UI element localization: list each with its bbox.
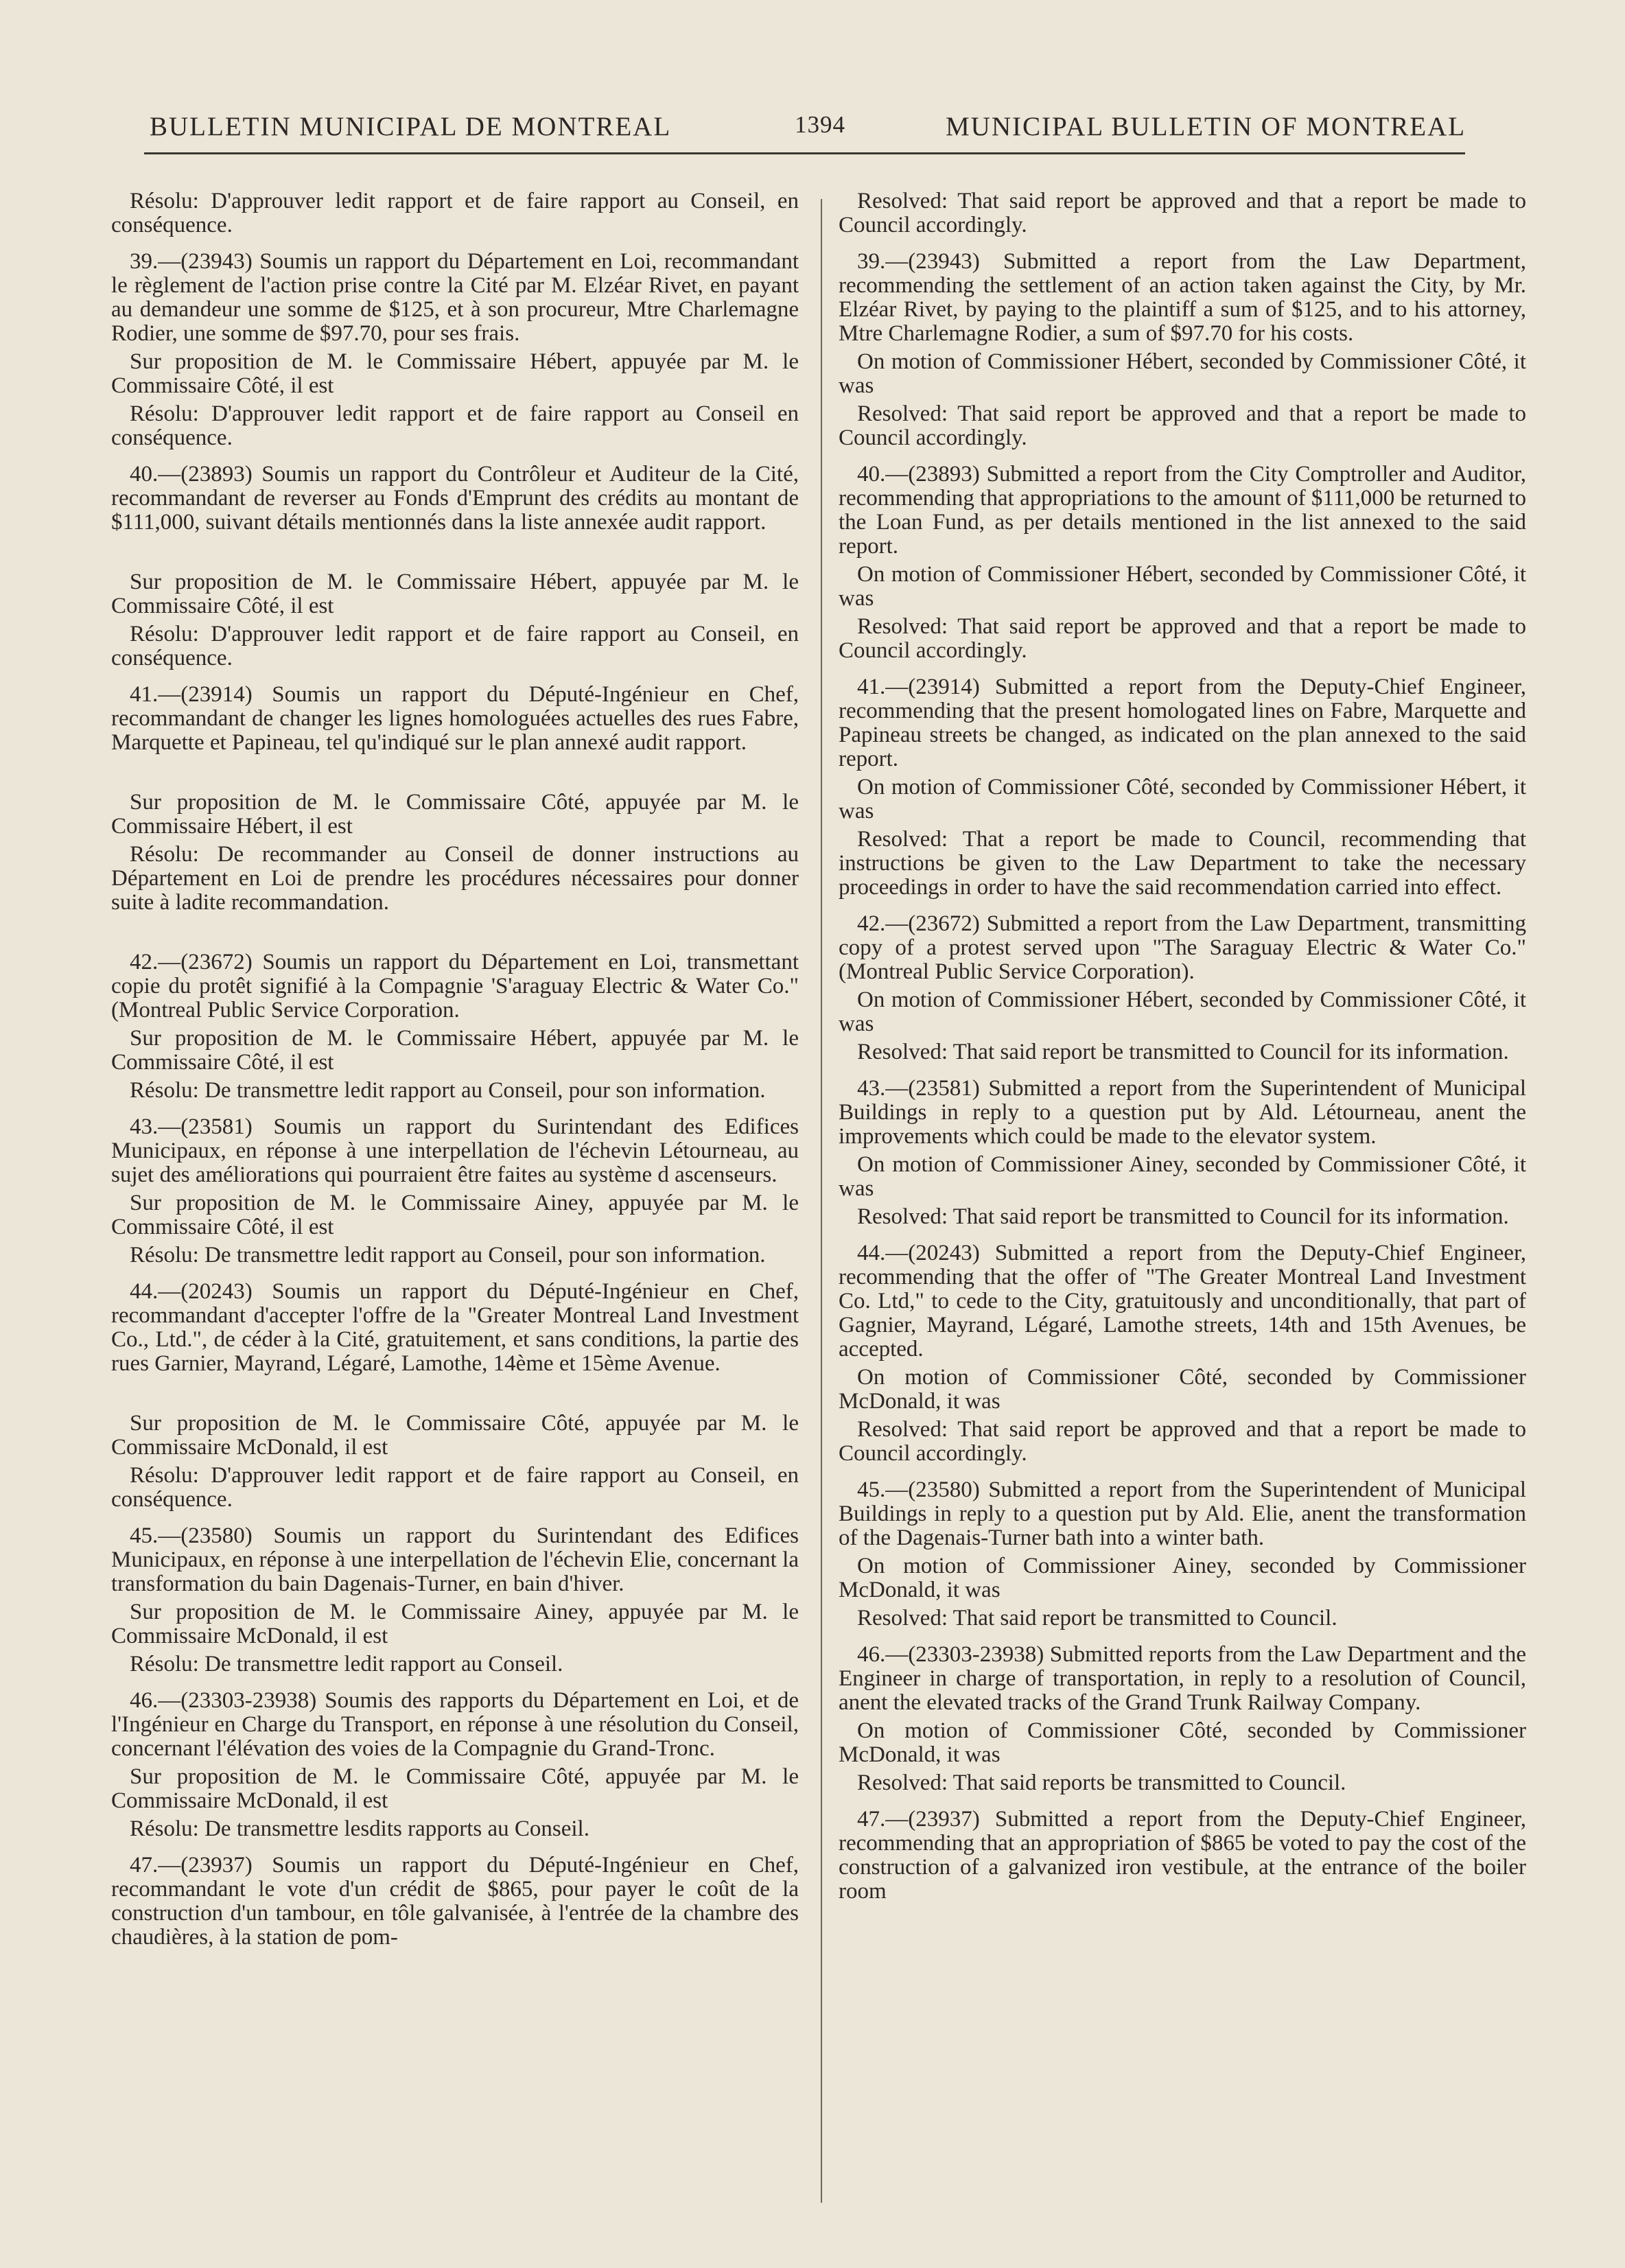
english-paragraph: 42.—(23672) Submitted a report from the Law Department, transmitting copy of a protest served upon "The Saraguay Electric & Water Co." (Montreal Public Service Corporation). xyxy=(839,911,1526,984)
french-paragraph: Sur proposition de M. le Commissaire Hébert, appuyée par M. le Commissaire Côté, il est xyxy=(111,349,799,398)
english-paragraph: On motion of Commissioner Côté, seconded by Commissioner Hébert, it was xyxy=(839,775,1526,823)
english-paragraph: On motion of Commissioner Hébert, seconded by Commissioner Côté, it was xyxy=(839,562,1526,611)
french-paragraph: 45.—(23580) Soumis un rapport du Surintendant des Edifices Municipaux, en réponse à une interpellation de l'échevin Elie, concernant la transformation du bain Dagenais-Turner, en bain d'hiver. xyxy=(111,1523,799,1596)
french-column xyxy=(111,189,799,1954)
english-paragraph: Resolved: That said report be transmitted to Council for its information. xyxy=(857,1040,1509,1064)
english-paragraph: Resolved: That said report be transmitted to Council. xyxy=(857,1606,1337,1630)
french-paragraph: Résolu: D'approuver ledit rapport et de faire rapport au Conseil, en conséquence. xyxy=(111,189,799,237)
header-rule xyxy=(144,152,1465,154)
page-number: 1394 xyxy=(795,111,845,138)
english-paragraph: 47.—(23937) Submitted a report from the Deputy-Chief Engineer, recommending that an appropriation of $865 be voted to pay the cost of the construction of a galvanized iron vestibule, at the entrance of the boiler room xyxy=(839,1807,1526,1904)
english-column xyxy=(839,189,1526,1908)
english-paragraph: 43.—(23581) Submitted a report from the Superintendent of Municipal Buildings in reply to a question put by Ald. Létourneau, anent the improvements which could be made to the elevator system. xyxy=(839,1076,1526,1149)
english-paragraph: On motion of Commissioner Ainey, seconded by Commissioner McDonald, it was xyxy=(839,1554,1526,1602)
english-paragraph: On motion of Commissioner Hébert, seconded by Commissioner Côté, it was xyxy=(839,987,1526,1036)
french-paragraph: Sur proposition de M. le Commissaire Hébert, appuyée par M. le Commissaire Côté, il est xyxy=(111,570,799,618)
column-divider xyxy=(821,199,822,2203)
french-paragraph: Résolu: De recommander au Conseil de donner instructions au Département en Loi de prendre les procédures nécessaires pour donner suite à ladite recommandation. xyxy=(111,842,799,915)
french-paragraph: 46.—(23303-23938) Soumis des rapports du Département en Loi, et de l'Ingénieur en Charge du Transport, en réponse à une résolution du Conseil, concernant l'élévation des voies de la Compagnie du Grand-Tronc. xyxy=(111,1688,799,1761)
french-paragraph: 41.—(23914) Soumis un rapport du Député-Ingénieur en Chef, recommandant de changer les lignes homologuées actuelles des rues Fabre, Marquette et Papineau, tel qu'indiqué sur le plan annexé audit rapport. xyxy=(111,682,799,755)
english-paragraph: Resolved: That said report be approved and that a report be made to Council accordingly. xyxy=(839,401,1526,450)
french-paragraph: Résolu: De transmettre lesdits rapports au Conseil. xyxy=(130,1816,589,1841)
english-paragraph: Resolved: That said report be transmitted to Council for its information. xyxy=(857,1204,1509,1229)
french-paragraph: 40.—(23893) Soumis un rapport du Contrôleur et Auditeur de la Cité, recommandant de reverser au Fonds d'Emprunt des crédits au montant de $111,000, suivant détails mentionnés dans la liste annexée audit rapport. xyxy=(111,462,799,535)
french-paragraph: 42.—(23672) Soumis un rapport du Département en Loi, transmettant copie du protêt signifié à la Compagnie 'S'araguay Electric & Water Co." (Montreal Public Service Corporation. xyxy=(111,950,799,1022)
english-paragraph: 40.—(23893) Submitted a report from the City Comptroller and Auditor, recommending that appropriations to the amount of $111,000 be returned to the Loan Fund, as per details mentioned in the list annexed to the said report. xyxy=(839,462,1526,559)
french-paragraph: Sur proposition de M. le Commissaire Ainey, appuyée par M. le Commissaire Côté, il est xyxy=(111,1191,799,1239)
english-paragraph: 41.—(23914) Submitted a report from the Deputy-Chief Engineer, recommending that the present homologated lines on Fabre, Marquette and Papineau streets be changed, as indicated on the plan annexed to the said report. xyxy=(839,675,1526,771)
french-paragraph: Sur proposition de M. le Commissaire Hébert, appuyée par M. le Commissaire Côté, il est xyxy=(111,1026,799,1075)
french-paragraph: 47.—(23937) Soumis un rapport du Député-Ingénieur en Chef, recommandant le vote d'un crédit de $865, pour payer le coût de la construction d'un tambour, en tôle galvanisée, à l'entrée de la chambre des chaudières, à la station de pom- xyxy=(111,1853,799,1950)
english-paragraph: Resolved: That said reports be transmitted to Council. xyxy=(857,1770,1346,1795)
english-paragraph: On motion of Commissioner Côté, seconded by Commissioner McDonald, it was xyxy=(839,1365,1526,1414)
english-paragraph: 44.—(20243) Submitted a report from the Deputy-Chief Engineer, recommending that the offer of "The Greater Montreal Land Investment Co. Ltd," to cede to the City, gratuitously and unconditionally, that part of Gagnier, Mayrand, Légaré, Lamothe streets, 14th and 15th Avenues, be accepted. xyxy=(839,1241,1526,1361)
header-title-french: BULLETIN MUNICIPAL DE MONTREAL xyxy=(150,112,672,141)
english-paragraph: On motion of Commissioner Ainey, seconded by Commissioner Côté, it was xyxy=(839,1152,1526,1201)
french-paragraph: 44.—(20243) Soumis un rapport du Député-Ingénieur en Chef, recommandant d'accepter l'offre de la "Greater Montreal Land Investment Co., Ltd.", de céder à la Cité, gratuitement, et sans conditions, la partie des rues Garnier, Mayrand, Légaré, Lamothe, 14ème et 15ème Avenue. xyxy=(111,1279,799,1376)
french-paragraph: 43.—(23581) Soumis un rapport du Surintendant des Edifices Municipaux, en réponse à une interpellation de l'échevin Létourneau, au sujet des améliorations qui pourraient être faites au système d ascenseurs. xyxy=(111,1114,799,1187)
french-paragraph: Sur proposition de M. le Commissaire Ainey, appuyée par M. le Commissaire McDonald, il est xyxy=(111,1600,799,1648)
french-paragraph: Résolu: D'approuver ledit rapport et de faire rapport au Conseil en conséquence. xyxy=(111,401,799,450)
french-paragraph: 39.—(23943) Soumis un rapport du Département en Loi, recommandant le règlement de l'action prise contre la Cité par M. Elzéar Rivet, en payant au demandeur une somme de $125, et à son procureur, Mtre Charlemagne Rodier, une somme de $97.70, pour ses frais. xyxy=(111,249,799,346)
french-paragraph: Sur proposition de M. le Commissaire Côté, appuyée par M. le Commissaire Hébert, il est xyxy=(111,790,799,839)
english-paragraph: On motion of Commissioner Hébert, seconded by Commissioner Côté, it was xyxy=(839,349,1526,398)
english-paragraph: 39.—(23943) Submitted a report from the Law Department, recommending the settlement of an action taken against the City, by Mr. Elzéar Rivet, by paying to the plaintiff a sum of $125, and to his attorney, Mtre Charlemagne Rodier, a sum of $97.70 for his costs. xyxy=(839,249,1526,346)
english-paragraph: Resolved: That said report be approved and that a report be made to Council accordingly. xyxy=(839,614,1526,663)
french-paragraph: Résolu: De transmettre ledit rapport au Conseil. xyxy=(130,1652,563,1676)
french-paragraph: Résolu: D'approuver ledit rapport et de faire rapport au Conseil, en conséquence. xyxy=(111,1463,799,1512)
french-paragraph: Résolu: De transmettre ledit rapport au Conseil, pour son information. xyxy=(130,1078,766,1103)
header-title-english: MUNICIPAL BULLETIN OF MONTREAL xyxy=(946,112,1466,141)
english-paragraph: Resolved: That said report be approved and that a report be made to Council accordingly. xyxy=(839,1417,1526,1466)
english-paragraph: Resolved: That a report be made to Council, recommending that instructions be given to the Law Department to take the necessary proceedings in order to have the said recommendation carried into effect. xyxy=(839,827,1526,900)
english-paragraph: 45.—(23580) Submitted a report from the Superintendent of Municipal Buildings in reply to a question put by Ald. Elie, anent the transformation of the Dagenais-Turner bath into a winter bath. xyxy=(839,1477,1526,1550)
french-paragraph: Sur proposition de M. le Commissaire Côté, appuyée par M. le Commissaire McDonald, il est xyxy=(111,1764,799,1813)
french-paragraph: Résolu: De transmettre ledit rapport au Conseil, pour son information. xyxy=(130,1243,766,1267)
english-paragraph: 46.—(23303-23938) Submitted reports from the Law Department and the Engineer in charge of transportation, in reply to a resolution of Council, anent the elevated tracks of the Grand Trunk Railway Company. xyxy=(839,1642,1526,1715)
french-paragraph: Sur proposition de M. le Commissaire Côté, appuyée par M. le Commissaire McDonald, il est xyxy=(111,1411,799,1460)
english-paragraph: Resolved: That said report be approved and that a report be made to Council accordingly. xyxy=(839,189,1526,237)
french-paragraph: Résolu: D'approuver ledit rapport et de faire rapport au Conseil, en conséquence. xyxy=(111,622,799,670)
english-paragraph: On motion of Commissioner Côté, seconded by Commissioner McDonald, it was xyxy=(839,1718,1526,1767)
